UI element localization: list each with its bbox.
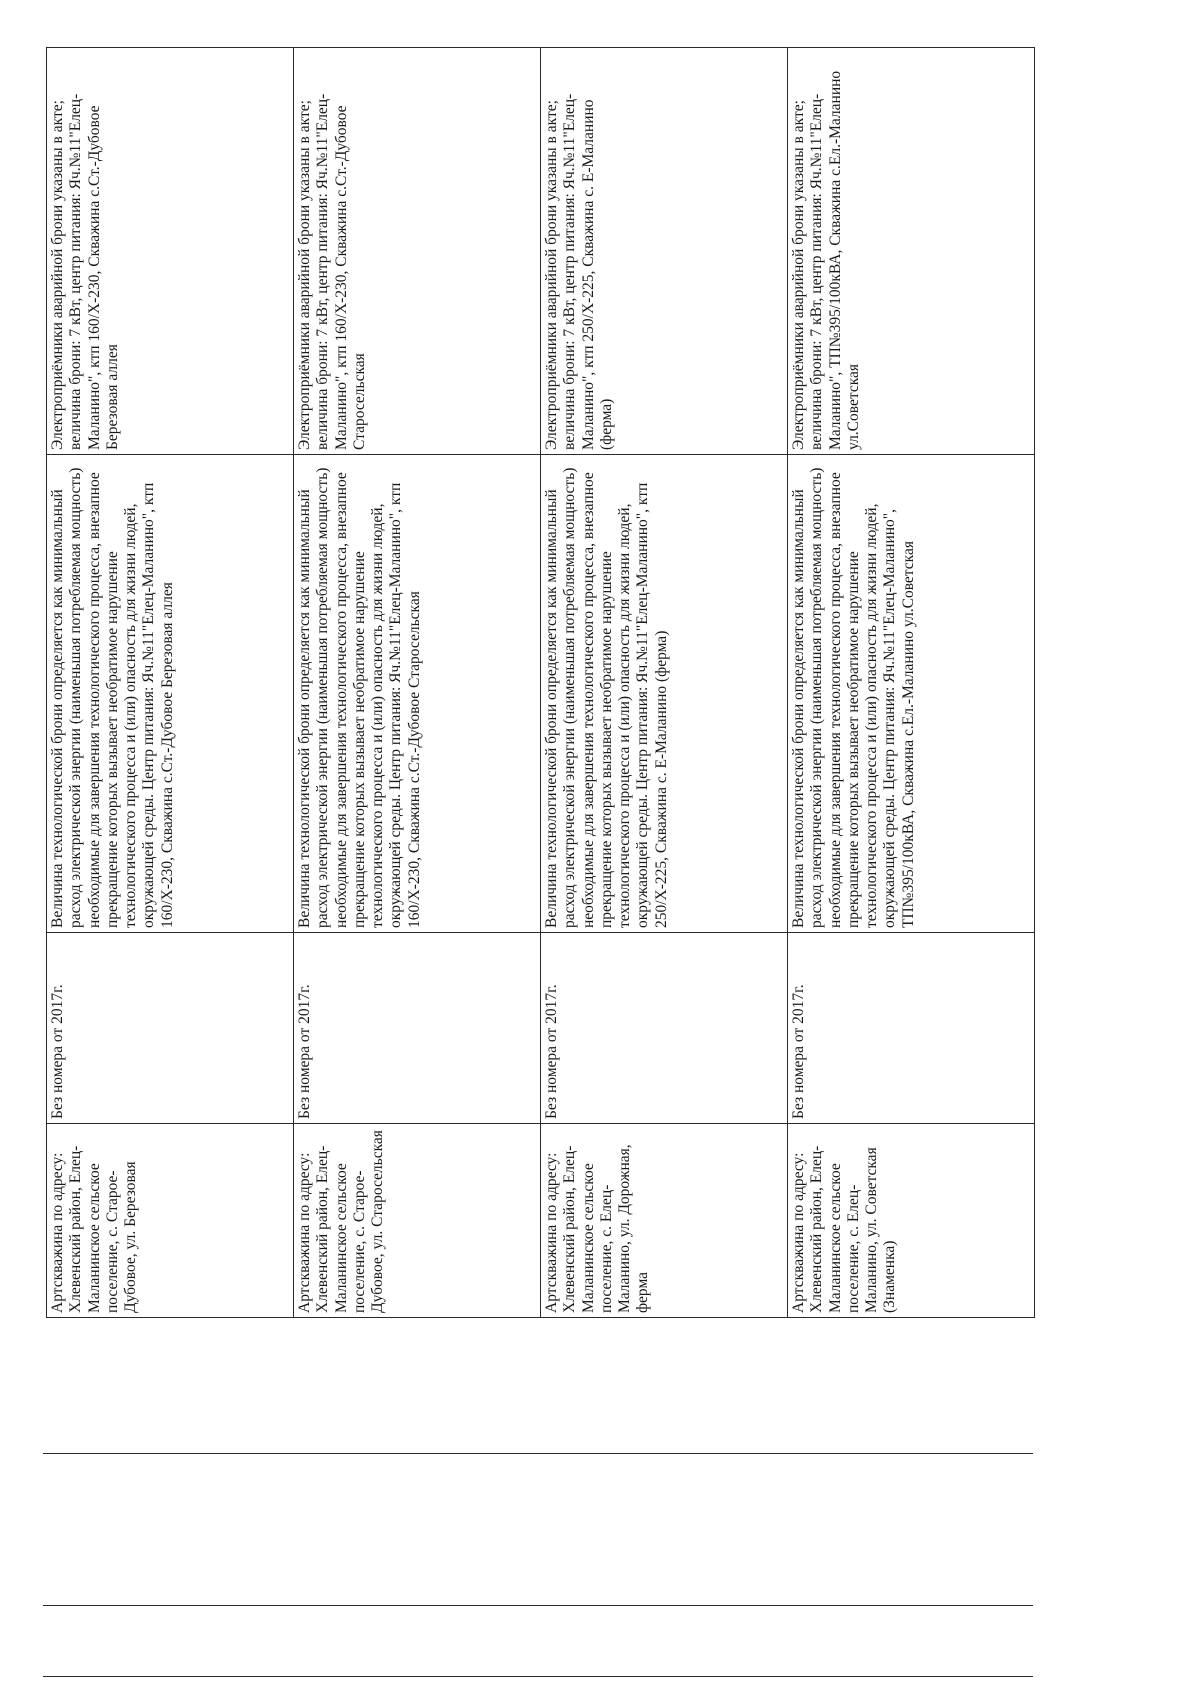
table-row [788, 48, 1035, 1318]
emergency-reserve-cell: Электроприёмники аварийной брони указаны в акте; величина брони: 7 кВт, центр питания: Яч.№11"Елец-Маланино", ктп 160/Х-230, Скважина с.Ст.-Дубовое Старосельская [294, 48, 541, 455]
table-row [294, 48, 541, 1318]
emergency-reserve-cell: Электроприёмники аварийной брони указаны в акте; величина брони: 7 кВт, центр питания: Яч.№11"Елец-Маланино", ктп 160/Х-230, Скважина с.Ст.-Дубовое Березовая аллея [47, 48, 294, 455]
table-row [541, 48, 788, 1318]
act-cell: Без номера от 2017г. [47, 933, 294, 1124]
object-cell: Артскважина по адресу: Хлевенский район, Елец-Маланинское сельское поселение, с. Елец-Маланино, ул. Дорожная, ферма [541, 1124, 788, 1318]
tech-reserve-cell: Величина технологической брони определяется как минимальный расход электрической энергии (наименьшая потребляемая мощность) необходимые для завершения технологического процесса, внезапное прекращение которых вызывает необратимое нарушение технологического процесса и (или) опасность для жизни людей, окружающей среды. Центр питания: Яч.№11"Елец-Маланино", ктп 160/Х-230, Скважина с.Ст.-Дубовое Березовая аллея [47, 455, 294, 933]
reserve-table-container [46, 48, 1036, 1318]
tech-reserve-cell: Величина технологической брони определяется как минимальный расход электрической энергии (наименьшая потребляемая мощность) необходимые для завершения технологического процесса, внезапное прекращение которых вызывает необратимое нарушение технологического процесса и (или) опасность для жизни людей, окружающей среды. Центр питания: Яч.№11"Елец-Маланино", ТП№395/100кВА, Скважина с.Ел.-Маланино ул.Советская [788, 455, 1035, 933]
tech-reserve-cell: Величина технологической брони определяется как минимальный расход электрической энергии (наименьшая потребляемая мощность) необходимые для завершения технологического процесса, внезапное прекращение которых вызывает необратимое нарушение технологического процесса и (или) опасность для жизни людей, окружающей среды. Центр питания: Яч.№11"Елец-Маланино", ктп 160/Х-230, Скважина с.Ст.-Дубовое Старосельская [294, 455, 541, 933]
object-cell: Артскважина по адресу: Хлевенский район, Елец-Маланинское сельское поселение, с. Елец-Маланино, ул. Советская (Знаменка) [788, 1124, 1035, 1318]
horizontal-rule [43, 1676, 1033, 1677]
reserve-table [46, 47, 1035, 1318]
emergency-reserve-cell: Электроприёмники аварийной брони указаны в акте; величина брони: 7 кВт, центр питания: Яч.№11"Елец-Маланино", ТП№395/100кВА, Скважина с.Ел.-Маланино ул.Советская [788, 48, 1035, 455]
object-cell: Артскважина по адресу: Хлевенский район, Елец-Маланинское сельское поселение, с. Старое-Дубовое, ул. Березовая [47, 1124, 294, 1318]
tech-reserve-cell: Величина технологической брони определяется как минимальный расход электрической энергии (наименьшая потребляемая мощность) необходимые для завершения технологического процесса, внезапное прекращение которых вызывает необратимое нарушение технологического процесса и (или) опасность для жизни людей, окружающей среды. Центр питания: Яч.№11"Елец-Маланино", ктп 250/Х-225, Скважина с. Е-Маланино (ферма) [541, 455, 788, 933]
object-cell: Артскважина по адресу: Хлевенский район, Елец-Маланинское сельское поселение, с. Старое-Дубовое, ул. Старосельская [294, 1124, 541, 1318]
horizontal-rule [43, 1605, 1033, 1606]
table-row [47, 48, 294, 1318]
act-cell: Без номера от 2017г. [788, 933, 1035, 1124]
emergency-reserve-cell: Электроприёмники аварийной брони указаны в акте; величина брони: 7 кВт, центр питания: Яч.№11"Елец-Маланино", ктп 250/Х-225, Скважина с. Е-Маланино (ферма) [541, 48, 788, 455]
act-cell: Без номера от 2017г. [294, 933, 541, 1124]
horizontal-rule [43, 1453, 1033, 1454]
rotated-table-area [46, 48, 1036, 1318]
act-cell: Без номера от 2017г. [541, 933, 788, 1124]
